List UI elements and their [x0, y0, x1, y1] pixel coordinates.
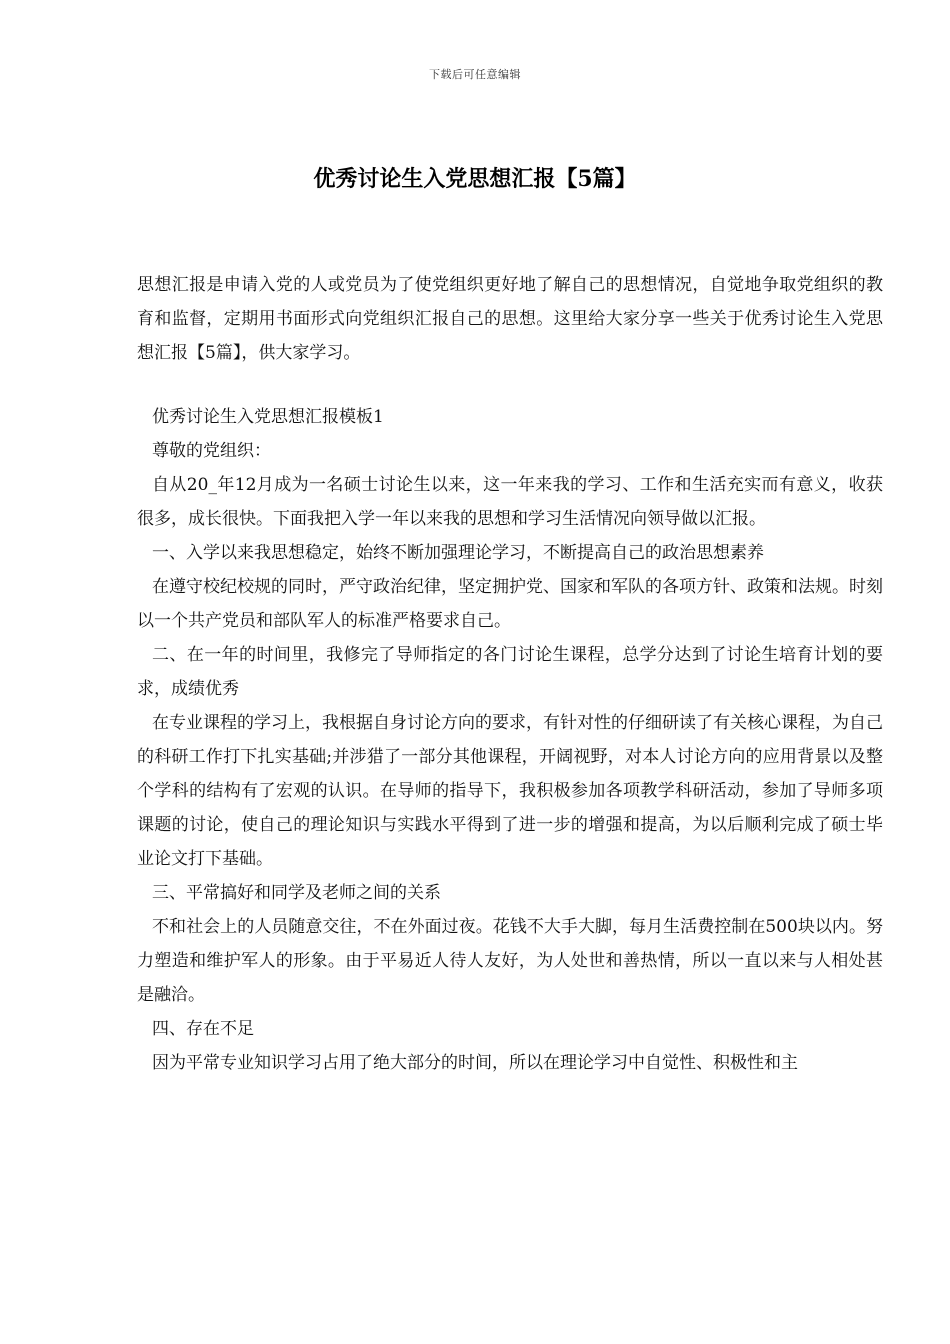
salutation: 尊敬的党组织： [152, 441, 271, 461]
intro-paragraph: 思想汇报是申请入党的人或党员为了使党组织更好地了解自己的思想情况，自觉地争取党组织的教育和监督，定期用书面形式向党组织汇报自己的思想。这里给大家分享一些关于优秀讨论生入党思想汇报【5篇】，供大家学习。 [137, 275, 883, 363]
body-paragraph: 因为平常专业知识学习占用了绝大部分的时间，所以在理论学习中自觉性、积极性和主 [152, 1053, 798, 1073]
section-heading: 四、存在不足 [152, 1019, 254, 1039]
section-heading: 一、入学以来我思想稳定，始终不断加强理论学习，不断提高自己的政治思想素养 [152, 543, 764, 563]
document-title: 优秀讨论生入党思想汇报【5篇】 [313, 166, 637, 192]
section-heading: 三、平常搞好和同学及老师之间的关系 [152, 883, 441, 903]
body-paragraph: 在遵守校纪校规的同时，严守政治纪律，坚定拥护党、国家和军队的各项方针、政策和法规。时刻以一个共产党员和部队军人的标准严格要求自己。 [137, 577, 883, 631]
template-heading: 优秀讨论生入党思想汇报模板1 [152, 407, 384, 427]
document-body [137, 268, 883, 1080]
section-heading: 二、在一年的时间里，我修完了导师指定的各门讨论生课程，总学分达到了讨论生培育计划的要求，成绩优秀 [137, 645, 883, 699]
body-paragraph: 不和社会上的人员随意交往，不在外面过夜。花钱不大手大脚，每月生活费控制在500块以内。努力塑造和维护军人的形象。由于平易近人待人友好，为人处世和善热情，所以一直以来与人相处甚是融洽。 [137, 917, 883, 1005]
page-header-note: 下载后可任意编辑 [429, 68, 521, 81]
body-paragraph: 自从20_年12月成为一名硕士讨论生以来，这一年来我的学习、工作和生活充实而有意义，收获很多，成长很快。下面我把入学一年以来我的思想和学习生活情况向领导做以汇报。 [137, 475, 883, 529]
body-paragraph: 在专业课程的学习上，我根据自身讨论方向的要求，有针对性的仔细研读了有关核心课程，为自己的科研工作打下扎实基础;并涉猎了一部分其他课程，开阔视野，对本人讨论方向的应用背景以及整个学科的结构有了宏观的认识。在导师的指导下，我积极参加各项教学科研活动，参加了导师多项课题的讨论，使自己的理论知识与实践水平得到了进一步的增强和提高，为以后顺利完成了硕士毕业论文打下基础。 [137, 713, 883, 869]
